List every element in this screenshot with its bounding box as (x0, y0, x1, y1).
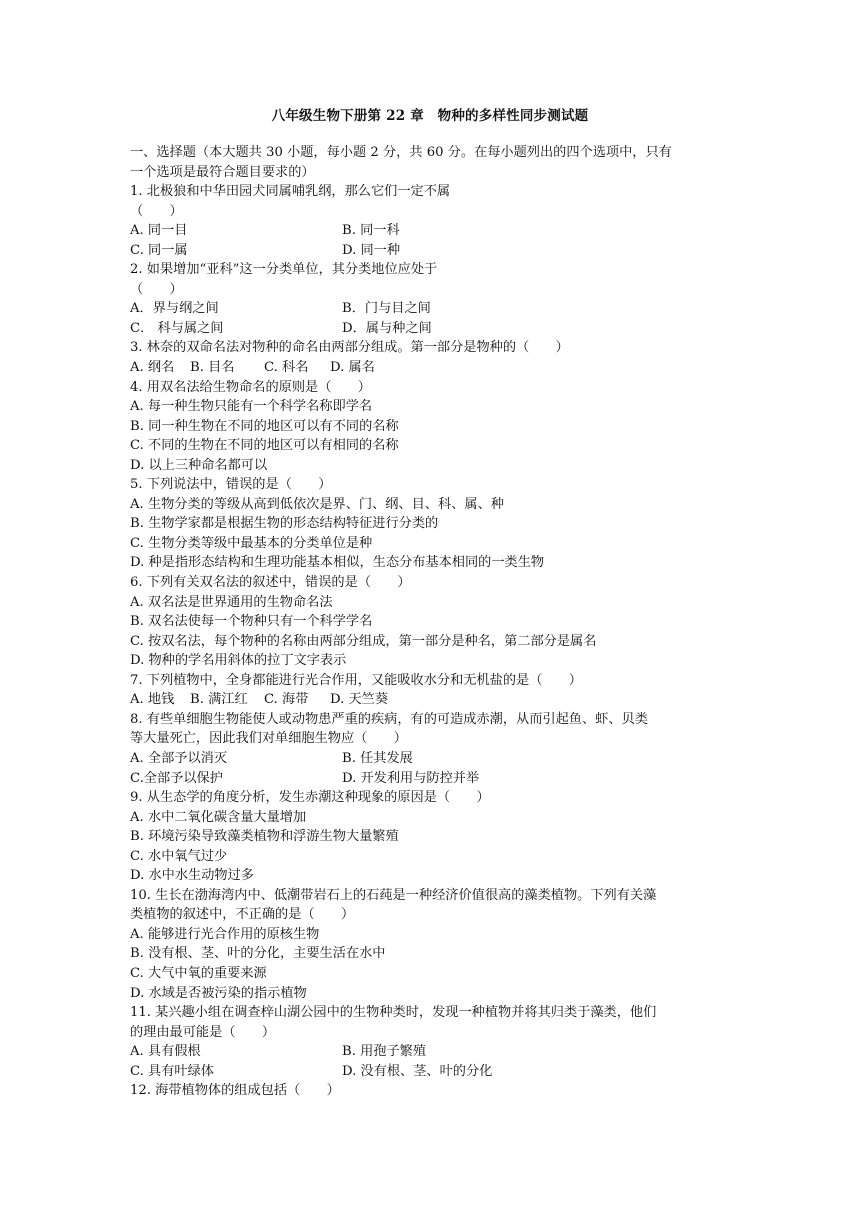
question-stem: 的理由最可能是（ ） (130, 1024, 276, 1040)
section-header-line-1: 一、选择题（本大题共 30 小题，每小题 2 分，共 60 分。在每小题列出的四个选项中，只有 (130, 145, 672, 160)
question-item (130, 378, 740, 476)
option: C. 海带 (264, 692, 309, 708)
question-list (130, 143, 740, 1101)
question-stem: 类植物的叙述中，不正确的是（ ） (130, 907, 355, 923)
section-header-line-2: 一个选项是最符合题目要求的） (130, 164, 315, 180)
option: D. 同一种 (342, 242, 401, 258)
option-row (130, 690, 740, 710)
option-row (130, 1062, 740, 1082)
question-stem: 4. 用双名法给生物命名的原则是（ ） (130, 379, 371, 395)
question-stem: 5. 下列说法中，错误的是（ ） (130, 477, 332, 493)
option-row (130, 358, 740, 378)
option: D. 种是指形态结构和生理功能基本相似，生态分布基本相同的一类生物 (130, 555, 545, 571)
option: A. 同一目 (130, 223, 188, 239)
question-stem: 10. 生长在渤海湾内中、低潮带岩石上的石莼是一种经济价值很高的藻类植物。下列有关藻 (130, 887, 657, 903)
option: D. 水中水生动物过多 (130, 868, 254, 884)
option: C. 水中氧气过少 (130, 848, 228, 864)
option: A. 每一种生物只能有一个科学名称即学名 (130, 399, 373, 415)
option: C. 具有叶绿体 (130, 1063, 214, 1079)
question-stem: 等大量死亡，因此我们对单细胞生物应（ ） (130, 731, 407, 747)
option: C． 科与属之间 (130, 320, 224, 336)
option: B. 目名 (190, 360, 235, 376)
question-item (130, 182, 740, 260)
question-stem: 12. 海带植物体的组成包括（ ） (130, 1083, 340, 1099)
option: D. 天竺葵 (330, 692, 389, 708)
option: D. 开发利用与防控并举 (342, 770, 480, 786)
option: B. 环境污染导致藻类植物和浮游生物大量繁殖 (130, 829, 399, 845)
question-item (130, 338, 740, 377)
question-item (130, 886, 740, 1003)
option: B. 用孢子繁殖 (342, 1044, 427, 1060)
option-row (130, 319, 740, 339)
option: D．属与种之间 (342, 320, 432, 336)
page-title: 八年级生物下册第 22 章 物种的多样性同步测试题 (271, 108, 589, 124)
option: C. 按双名法，每个物种的名称由两部分组成，第一部分是种名，第二部分是属名 (130, 633, 597, 649)
question-stem: 1. 北极狼和中华田园犬同属哺乳纲，那么它们一定不属 (130, 184, 451, 200)
option: C. 生物分类等级中最基本的分类单位是种 (130, 535, 373, 551)
option: A. 具有假根 (130, 1044, 201, 1060)
option: C. 不同的生物在不同的地区可以有相同的名称 (130, 438, 399, 454)
option-row (130, 769, 740, 789)
question-item (130, 1003, 740, 1081)
option: A．界与纲之间 (130, 301, 219, 317)
question-item (130, 475, 740, 573)
question-item (130, 788, 740, 886)
option: D. 物种的学名用斜体的拉丁文字表示 (130, 653, 347, 669)
question-item (130, 573, 740, 671)
option: B. 同一科 (342, 223, 400, 239)
option: D. 没有根、茎、叶的分化 (342, 1063, 493, 1079)
option: B. 没有根、茎、叶的分化，主要生活在水中 (130, 946, 386, 962)
option: D. 属名 (330, 360, 375, 376)
question-item (130, 260, 740, 338)
option: A. 双名法是世界通用的生物命名法 (130, 594, 333, 610)
option: A. 全部予以消灭 (130, 750, 228, 766)
option-row (130, 221, 740, 241)
answer-paren: （ ） (130, 203, 183, 219)
option: D. 以上三种命名都可以 (130, 457, 268, 473)
question-stem: 3. 林奈的双命名法对物种的命名由两部分组成。第一部分是物种的（ ） (130, 340, 569, 356)
question-stem: 8. 有些单细胞生物能使人或动物患严重的疾病，有的可造成赤潮，从而引起鱼、虾、贝类 (130, 711, 648, 727)
question-item (130, 1081, 740, 1101)
option: C. 同一属 (130, 242, 188, 258)
option: B．门与目之间 (342, 301, 431, 317)
question-stem: 7. 下列植物中，全身都能进行光合作用，又能吸收水分和无机盐的是（ ） (130, 672, 582, 688)
option-row (130, 749, 740, 769)
option: B. 生物学家都是根据生物的形态结构特征进行分类的 (130, 516, 439, 532)
option: C. 大气中氧的重要来源 (130, 965, 267, 981)
option-row (130, 299, 740, 319)
option: B. 同一种生物在不同的地区可以有不同的名称 (130, 418, 399, 434)
question-item (130, 710, 740, 788)
question-stem: 9. 从生态学的角度分析，发生赤潮这种现象的原因是（ ） (130, 790, 490, 806)
option: A. 能够进行光合作用的原核生物 (130, 926, 320, 942)
option: A. 水中二氧化碳含量大量增加 (130, 809, 307, 825)
option: A. 纲名 (130, 360, 175, 376)
option: C. 科名 (264, 360, 309, 376)
option: B. 任其发展 (342, 750, 413, 766)
option-row (130, 241, 740, 261)
question-stem: 6. 下列有关双名法的叙述中，错误的是（ ） (130, 575, 411, 591)
option: B. 满江红 (190, 692, 248, 708)
option: B. 双名法使每一个物种只有一个科学学名 (130, 614, 373, 630)
option: C.全部予以保护 (130, 770, 223, 786)
answer-paren: （ ） (130, 281, 183, 297)
option-row (130, 1042, 740, 1062)
option: A. 地钱 (130, 692, 175, 708)
question-stem: 2. 如果增加“亚科”这一分类单位，其分类地位应处于 (130, 262, 438, 278)
option: A. 生物分类的等级从高到低依次是界、门、纲、目、科、属、种 (130, 496, 504, 512)
question-item (130, 671, 740, 710)
question-stem: 11. 某兴趣小组在调查梓山湖公园中的生物种类时，发现一种植物并将其归类于藻类，他们 (130, 1005, 657, 1021)
option: D. 水域是否被污染的指示植物 (130, 985, 307, 1001)
